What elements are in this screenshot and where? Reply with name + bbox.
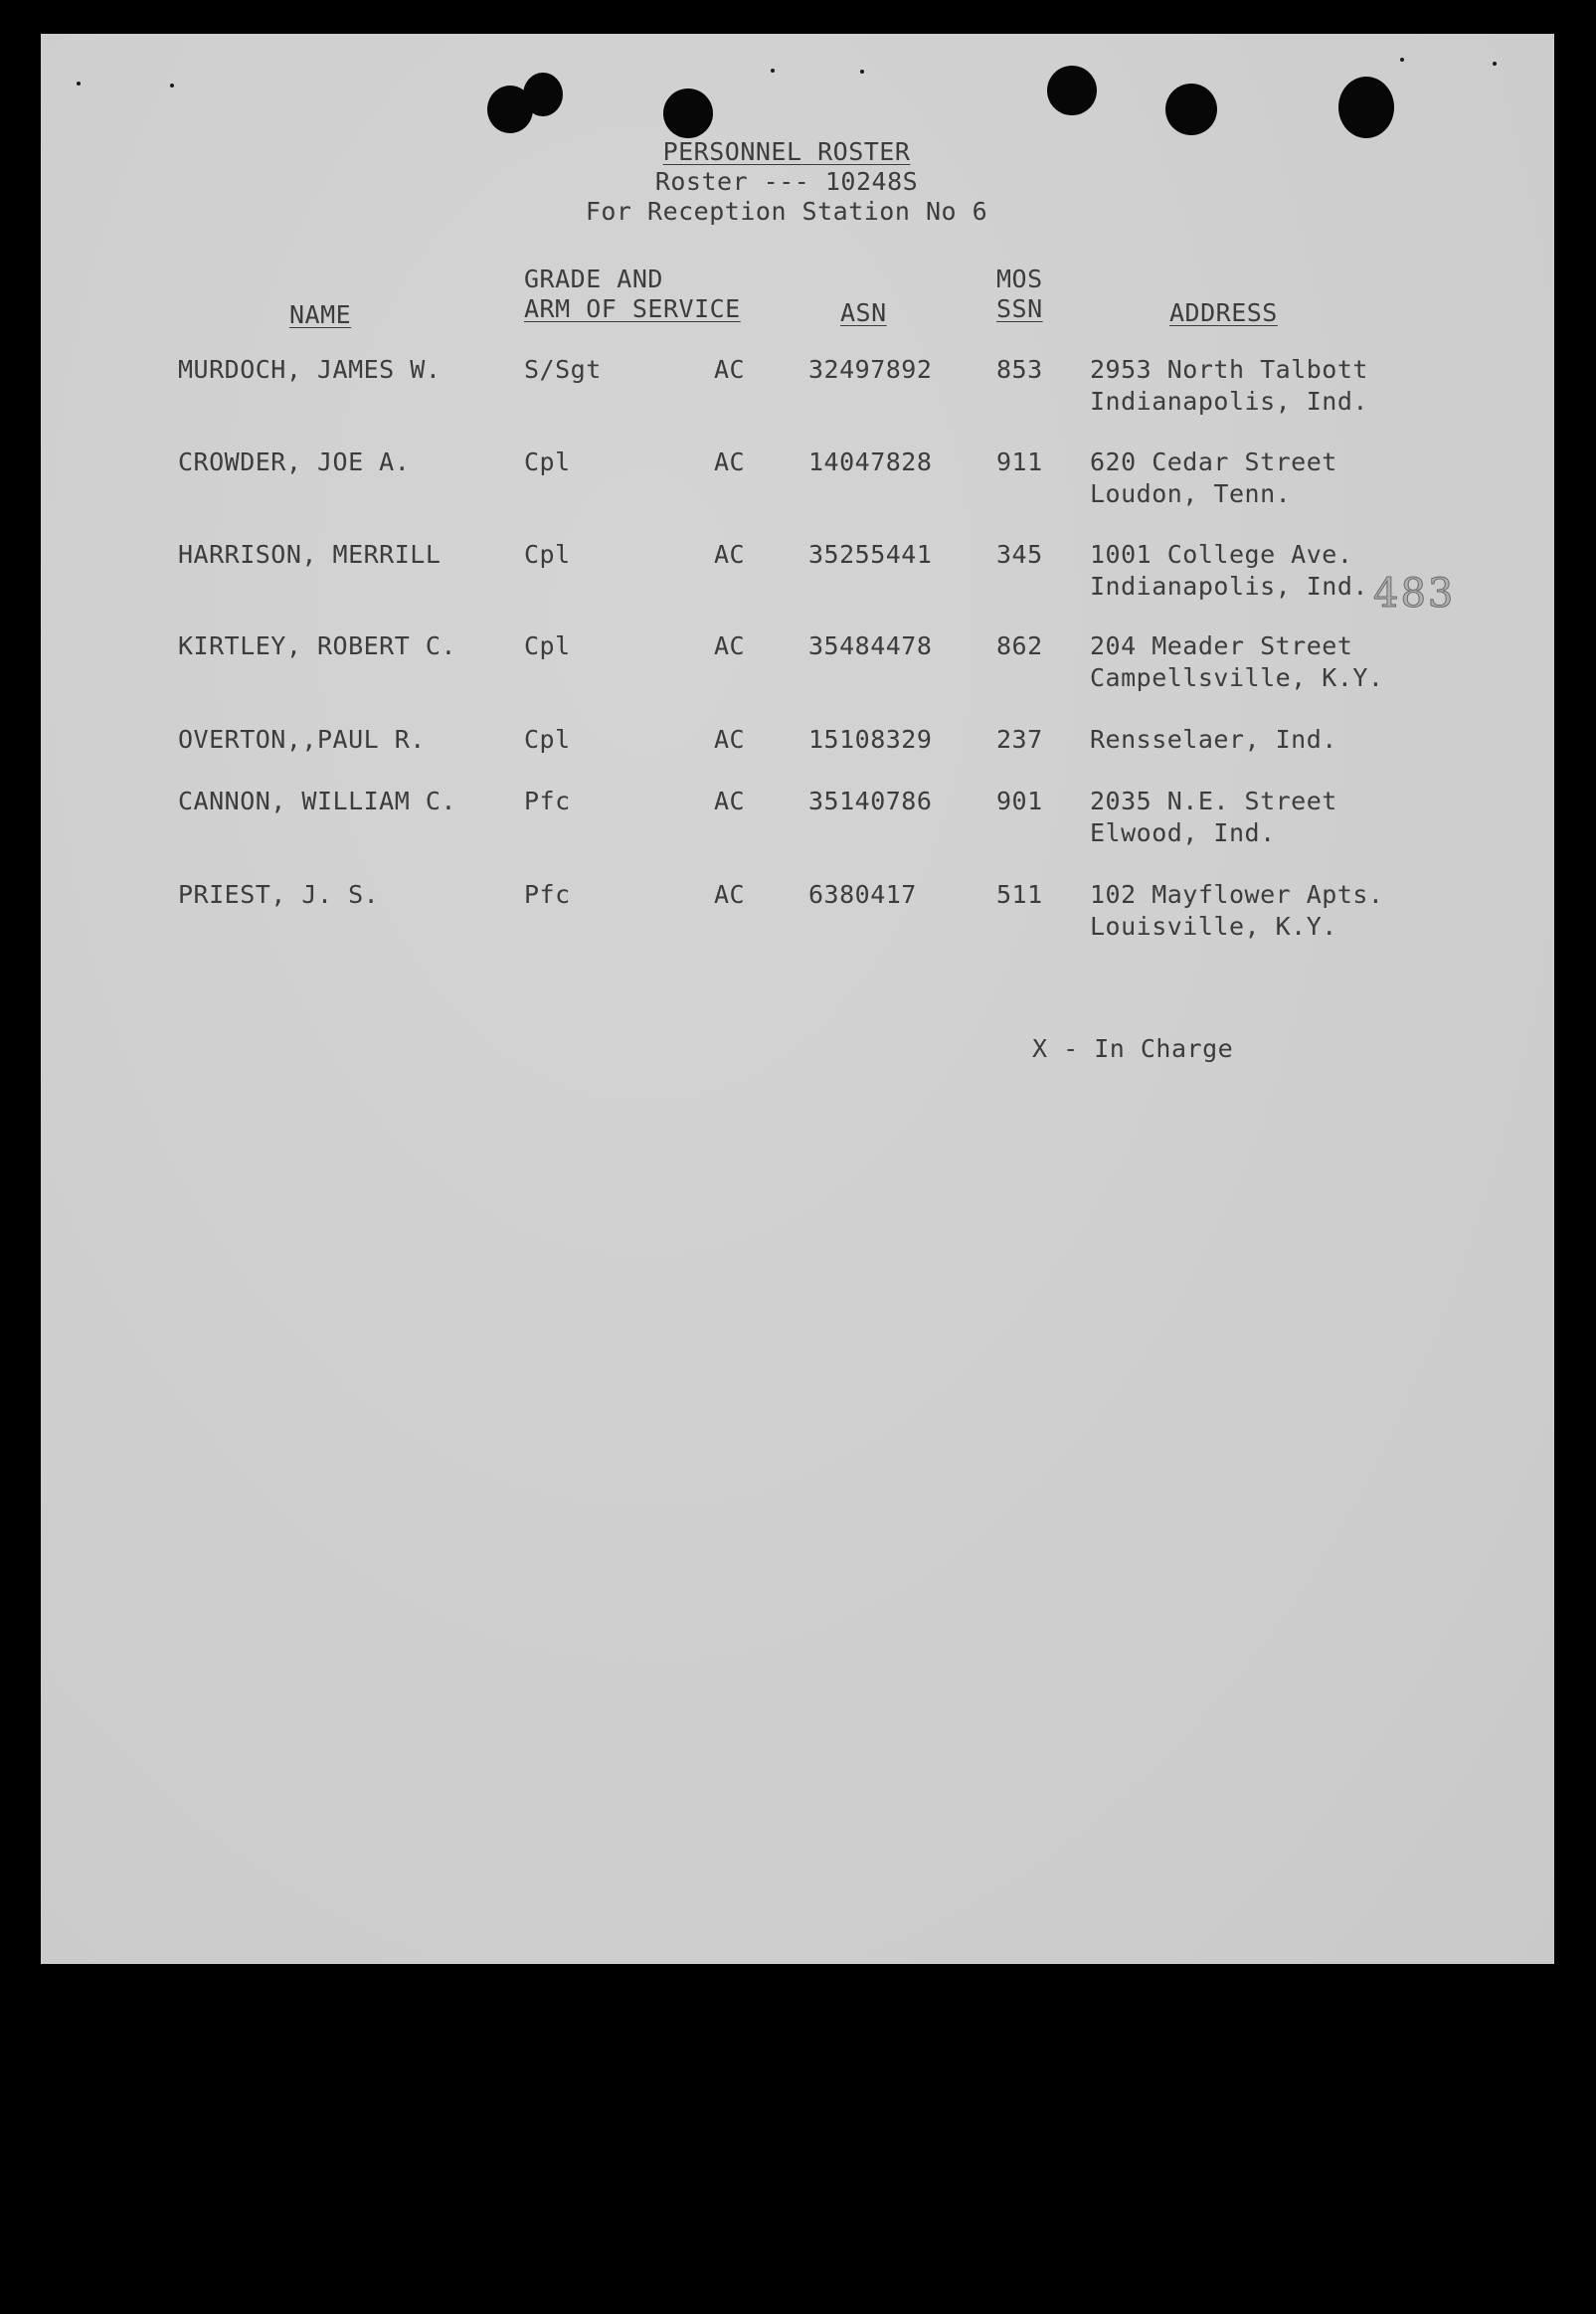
personnel-arm: AC [714,447,746,476]
personnel-address [1090,630,1383,694]
personnel-grade: Cpl [524,631,571,660]
speck [170,84,174,88]
personnel-asn: 35140786 [808,787,933,815]
punch-hole [1165,84,1217,135]
personnel-address [1090,446,1337,510]
personnel-asn: 35484478 [808,631,933,660]
table-row [41,879,1554,949]
personnel-mos: 237 [996,725,1043,754]
personnel-mos: 911 [996,447,1043,476]
personnel-arm: AC [714,631,746,660]
grade-header-line1: GRADE AND [524,265,663,293]
personnel-name: OVERTON,,PAUL R. [178,725,426,754]
personnel-name: KIRTLEY, ROBERT C. [178,631,456,660]
in-charge-note: X - In Charge [1032,1034,1234,1063]
punch-hole [1338,77,1394,138]
table-row [41,354,1554,424]
personnel-address [1090,539,1368,603]
table-row [41,786,1554,855]
page-number-stamp: 483 [1373,571,1456,617]
punch-hole [663,89,713,138]
personnel-mos: 862 [996,631,1043,660]
personnel-name: MURDOCH, JAMES W. [178,355,442,384]
personnel-mos: 901 [996,787,1043,815]
personnel-asn: 32497892 [808,355,933,384]
personnel-mos: 511 [996,880,1043,909]
personnel-grade: Cpl [524,540,571,569]
address-line2: Campellsville, K.Y. [1090,663,1384,692]
address-line2: Elwood, Ind. [1090,818,1276,847]
personnel-arm: AC [714,880,746,909]
roster-page [41,34,1554,1964]
address-line2: Indianapolis, Ind. [1090,572,1368,601]
mos-header-line1: MOS [996,265,1043,293]
roster-header [488,137,1085,227]
address-line2: Indianapolis, Ind. [1090,387,1368,416]
personnel-address [1090,724,1337,756]
personnel-asn: 15108329 [808,725,933,754]
personnel-address [1090,354,1368,418]
personnel-name: CROWDER, JOE A. [178,447,411,476]
personnel-grade: S/Sgt [524,355,602,384]
address-line1: Rensselaer, Ind. [1090,725,1337,754]
personnel-address [1090,786,1337,849]
grade-column-header [524,265,741,324]
table-row [41,446,1554,516]
personnel-mos: 853 [996,355,1043,384]
table-row [41,539,1554,609]
personnel-asn: 14047828 [808,447,933,476]
personnel-arm: AC [714,725,746,754]
address-line1: 2953 North Talbott [1090,355,1368,384]
speck [771,69,775,73]
personnel-grade: Pfc [524,880,571,909]
address-line2: Louisville, K.Y. [1090,912,1337,941]
address-line1: 102 Mayflower Apts. [1090,880,1384,909]
address-column-header: ADDRESS [1169,298,1278,327]
roster-number: Roster --- 10248S [654,167,919,196]
personnel-address [1090,879,1383,943]
address-line1: 1001 College Ave. [1090,540,1353,569]
personnel-grade: Cpl [524,447,571,476]
roster-subtitle: For Reception Station No 6 [585,197,988,226]
personnel-mos: 345 [996,540,1043,569]
address-line1: 2035 N.E. Street [1090,787,1337,815]
mos-column-header [996,265,1043,324]
punch-hole [1047,66,1097,115]
personnel-arm: AC [714,540,746,569]
speck [860,70,864,74]
personnel-asn: 35255441 [808,540,933,569]
roster-title: PERSONNEL ROSTER [662,137,911,166]
address-line1: 204 Meader Street [1090,631,1353,660]
personnel-grade: Pfc [524,787,571,815]
personnel-grade: Cpl [524,725,571,754]
address-line1: 620 Cedar Street [1090,447,1337,476]
personnel-name: HARRISON, MERRILL [178,540,442,569]
personnel-name: PRIEST, J. S. [178,880,380,909]
personnel-arm: AC [714,355,746,384]
punch-hole [523,73,563,116]
name-column-header: NAME [289,300,352,329]
asn-column-header: ASN [840,298,887,327]
speck [1493,62,1497,66]
table-row [41,724,1554,794]
personnel-name: CANNON, WILLIAM C. [178,787,456,815]
speck [77,82,81,86]
mos-header-line2: SSN [996,294,1043,323]
grade-header-line2: ARM OF SERVICE [524,294,741,323]
table-row [41,630,1554,700]
speck [1400,58,1404,62]
personnel-asn: 6380417 [808,880,917,909]
address-line2: Loudon, Tenn. [1090,479,1292,508]
personnel-arm: AC [714,787,746,815]
